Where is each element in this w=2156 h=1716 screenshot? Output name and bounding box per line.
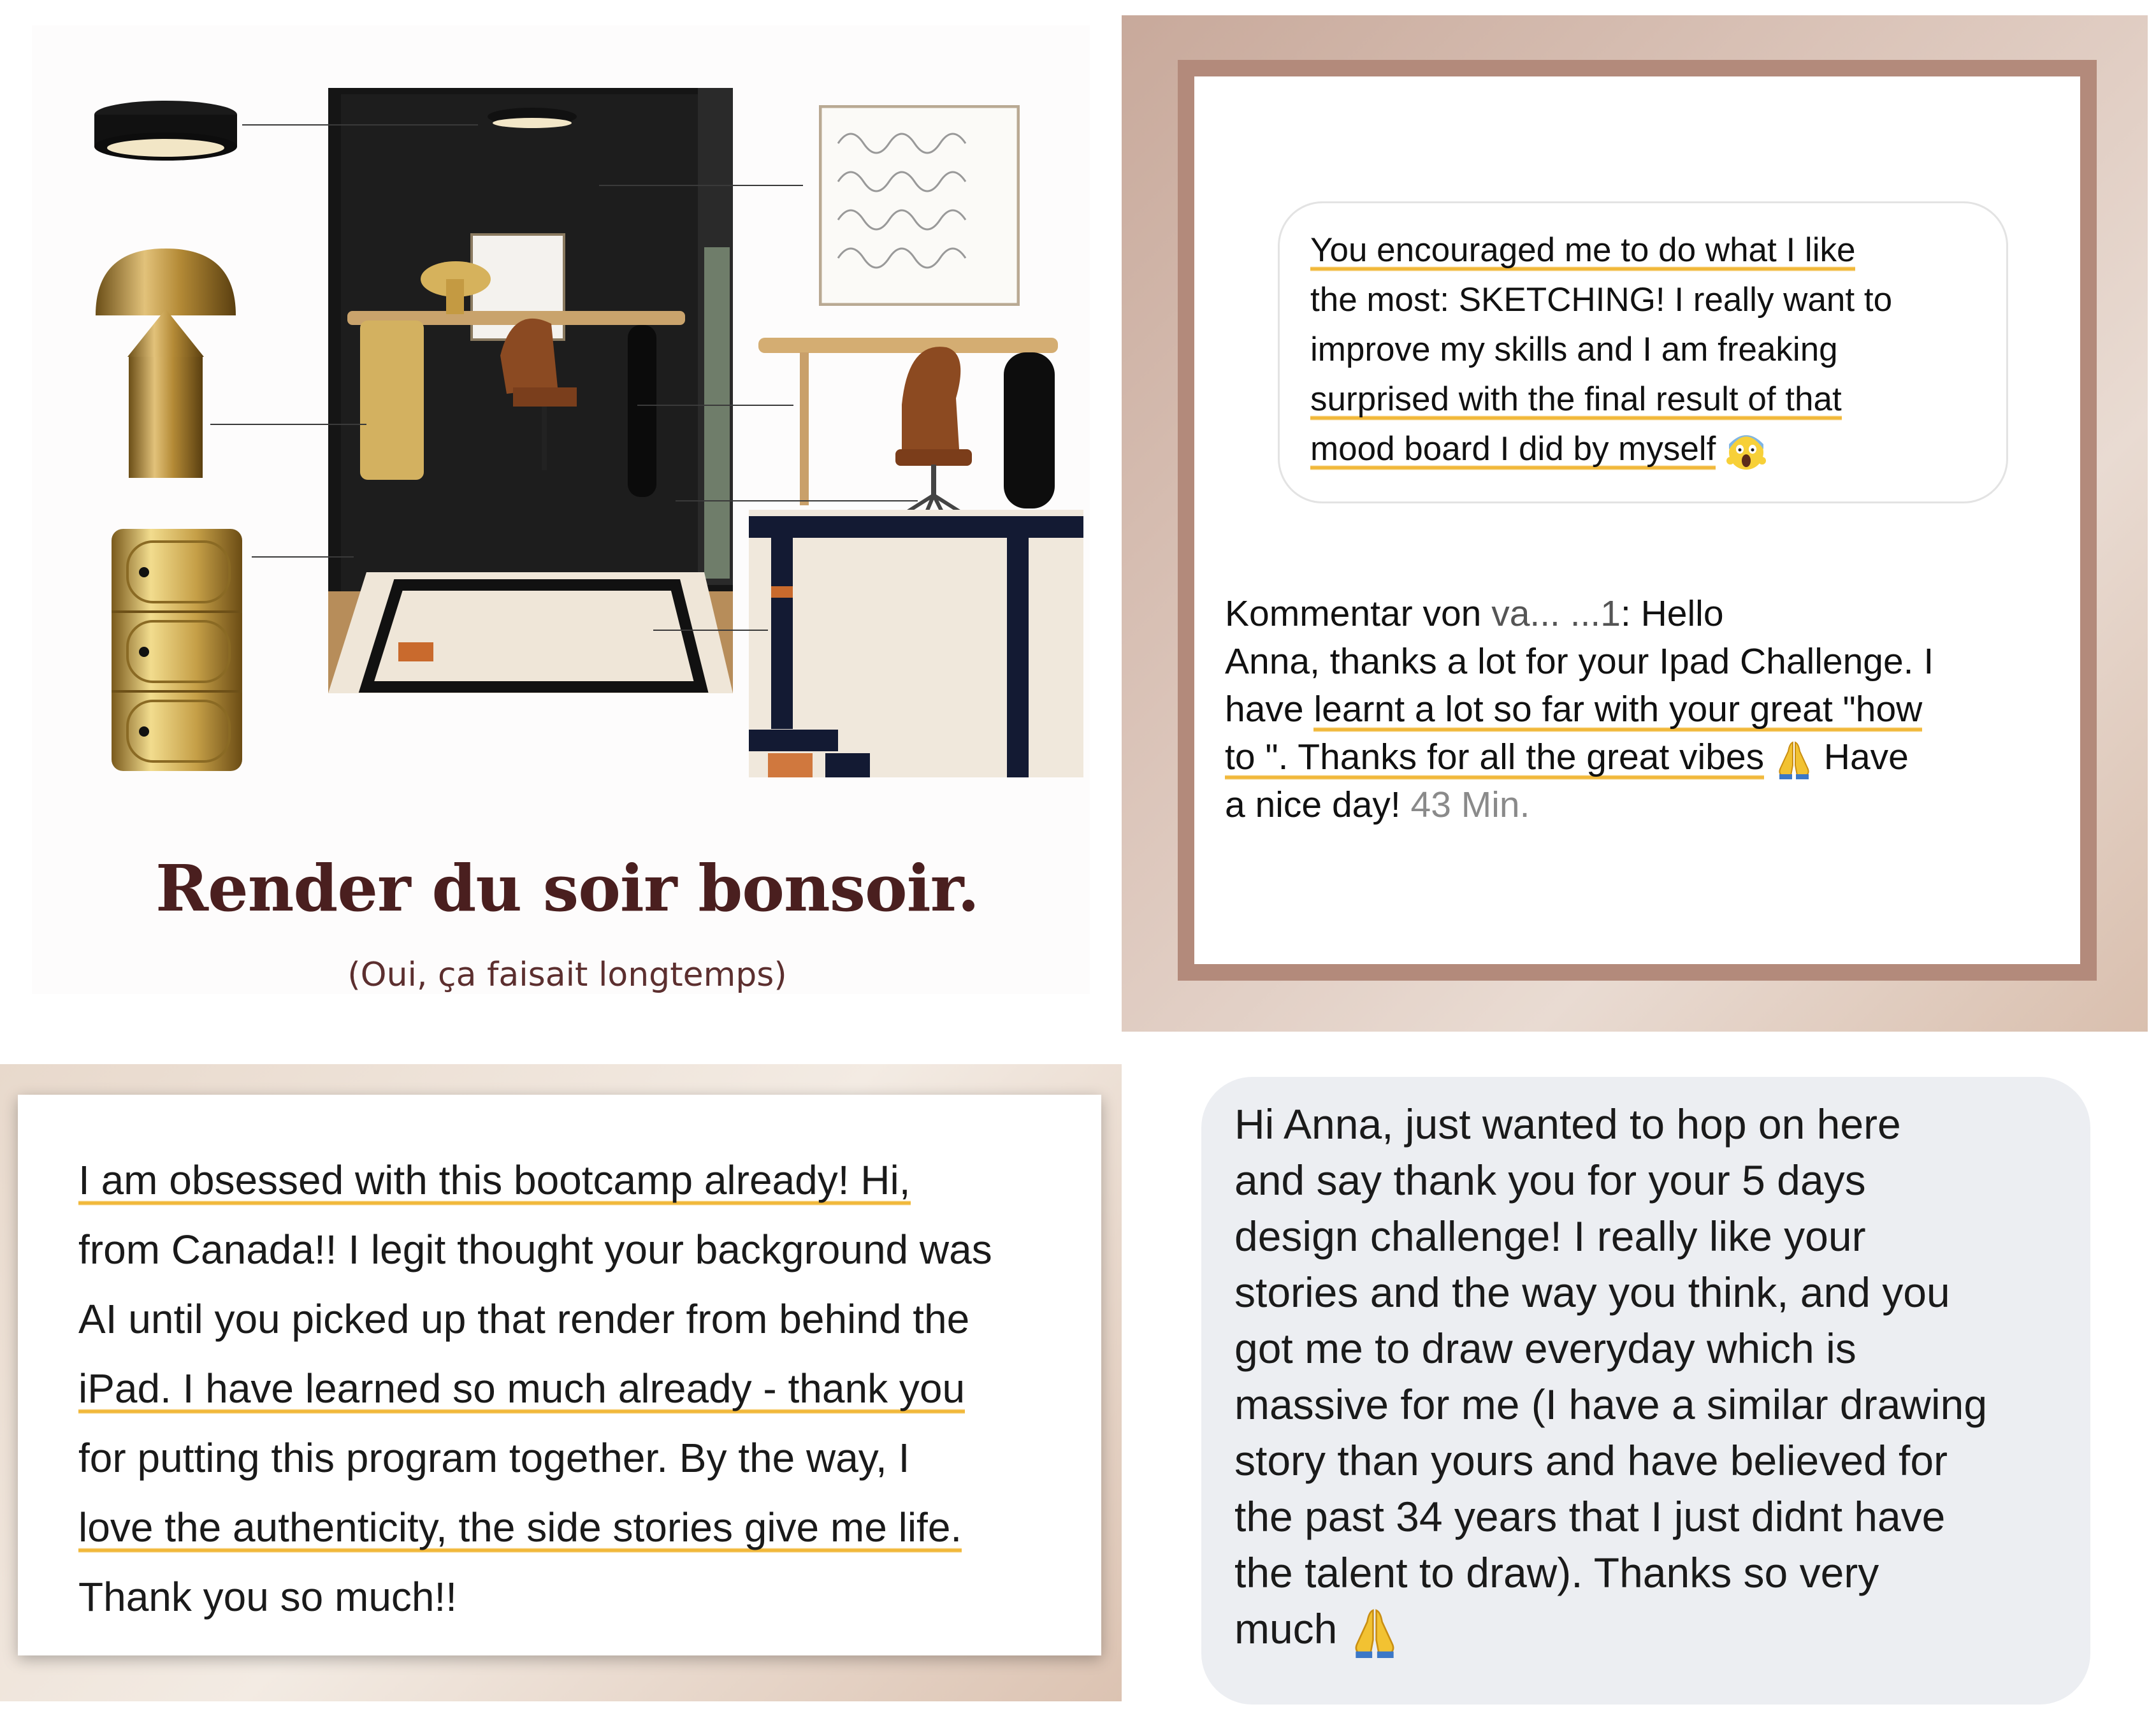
moodboard-title: Render du soir bonsoir. [155, 851, 980, 926]
leader-line [242, 124, 478, 126]
text-line: story than yours and have believed for [1234, 1437, 1948, 1484]
text-line: : Hello [1620, 593, 1724, 634]
desk-chair-image [755, 328, 1099, 532]
text-line: Thank you so much!! [78, 1574, 458, 1620]
text-line: got me to draw everyday which is [1234, 1325, 1856, 1372]
brass-drawer-unit-image [108, 523, 245, 777]
text-line: the talent to draw). Thanks so very [1234, 1549, 1879, 1596]
highlighted-line: You encouraged me to do what I like [1310, 231, 1855, 271]
highlighted-line: I am obsessed with this bootcamp already! Hi, [78, 1157, 911, 1206]
leader-line [637, 405, 793, 406]
highlighted-line: to ". Thanks for all the great vibes [1225, 737, 1764, 780]
art-print-image [819, 105, 1020, 306]
comment-prefix: Kommentar von [1225, 593, 1492, 634]
leader-line [676, 500, 918, 501]
leader-line [252, 556, 354, 558]
leader-line [653, 630, 768, 631]
highlighted-line: learnt a lot so far with your great "how [1313, 689, 1922, 732]
comment-text [1225, 590, 2053, 829]
moodboard-panel [0, 0, 1109, 1020]
text-line: the past 34 years that I just didnt have [1234, 1493, 1946, 1540]
text-line: Have [1813, 737, 1909, 777]
rug-image [749, 510, 1083, 777]
testimonial-card-1 [1122, 15, 2148, 1032]
highlighted-line: iPad. I have learned so much already - thank you [78, 1366, 965, 1414]
text-line: stories and the way you think, and you [1234, 1269, 1950, 1316]
text-line: improve my skills and I am freaking [1310, 331, 1838, 368]
text-line: Hi Anna, just wanted to hop on here [1234, 1100, 1901, 1148]
text-line: AI until you picked up that render from behind the [78, 1296, 970, 1342]
text-line: have [1225, 689, 1314, 730]
brass-lamp-image [89, 245, 242, 481]
testimonial-text [1234, 1096, 2076, 1658]
text-line: a nice day! [1225, 784, 1411, 825]
text-line: for putting this program together. By the way, I [78, 1435, 910, 1481]
office-render-image [328, 88, 733, 693]
testimonial-text [78, 1146, 1111, 1632]
comment-author: va... ...1 [1491, 593, 1621, 634]
praying-hands-icon [1774, 740, 1814, 779]
text-line: from Canada!! I legit thought your background was [78, 1227, 992, 1273]
leader-line [599, 185, 803, 186]
text-line: massive for me (I have a similar drawing [1234, 1381, 1988, 1428]
scream-emoji-icon [1725, 430, 1767, 472]
moodboard-subtitle: (Oui, ça faisait longtemps) [347, 956, 787, 994]
text-line: much [1234, 1605, 1338, 1652]
testimonial-paper [18, 1095, 1101, 1655]
text-line: design challenge! I really like your [1234, 1213, 1866, 1260]
highlighted-line: surprised with the final result of that [1310, 380, 1842, 421]
praying-hands-icon [1349, 1607, 1400, 1658]
comment-timestamp: 43 Min. [1410, 784, 1530, 825]
testimonial-card-3 [1201, 1077, 2090, 1705]
leader-line [210, 424, 366, 425]
ceiling-light-image [89, 96, 242, 166]
message-bubble-text [1310, 226, 1999, 474]
text-line: and say thank you for your 5 days [1234, 1157, 1866, 1204]
text-line: the most: SKETCHING! I really want to [1310, 281, 1893, 319]
highlighted-line: mood board I did by myself [1310, 430, 1716, 470]
testimonial-card-2 [0, 1064, 1122, 1701]
highlighted-line: love the authenticity, the side stories give me life. [78, 1504, 962, 1553]
text-line: Anna, thanks a lot for your Ipad Challenge. I [1225, 641, 1934, 682]
